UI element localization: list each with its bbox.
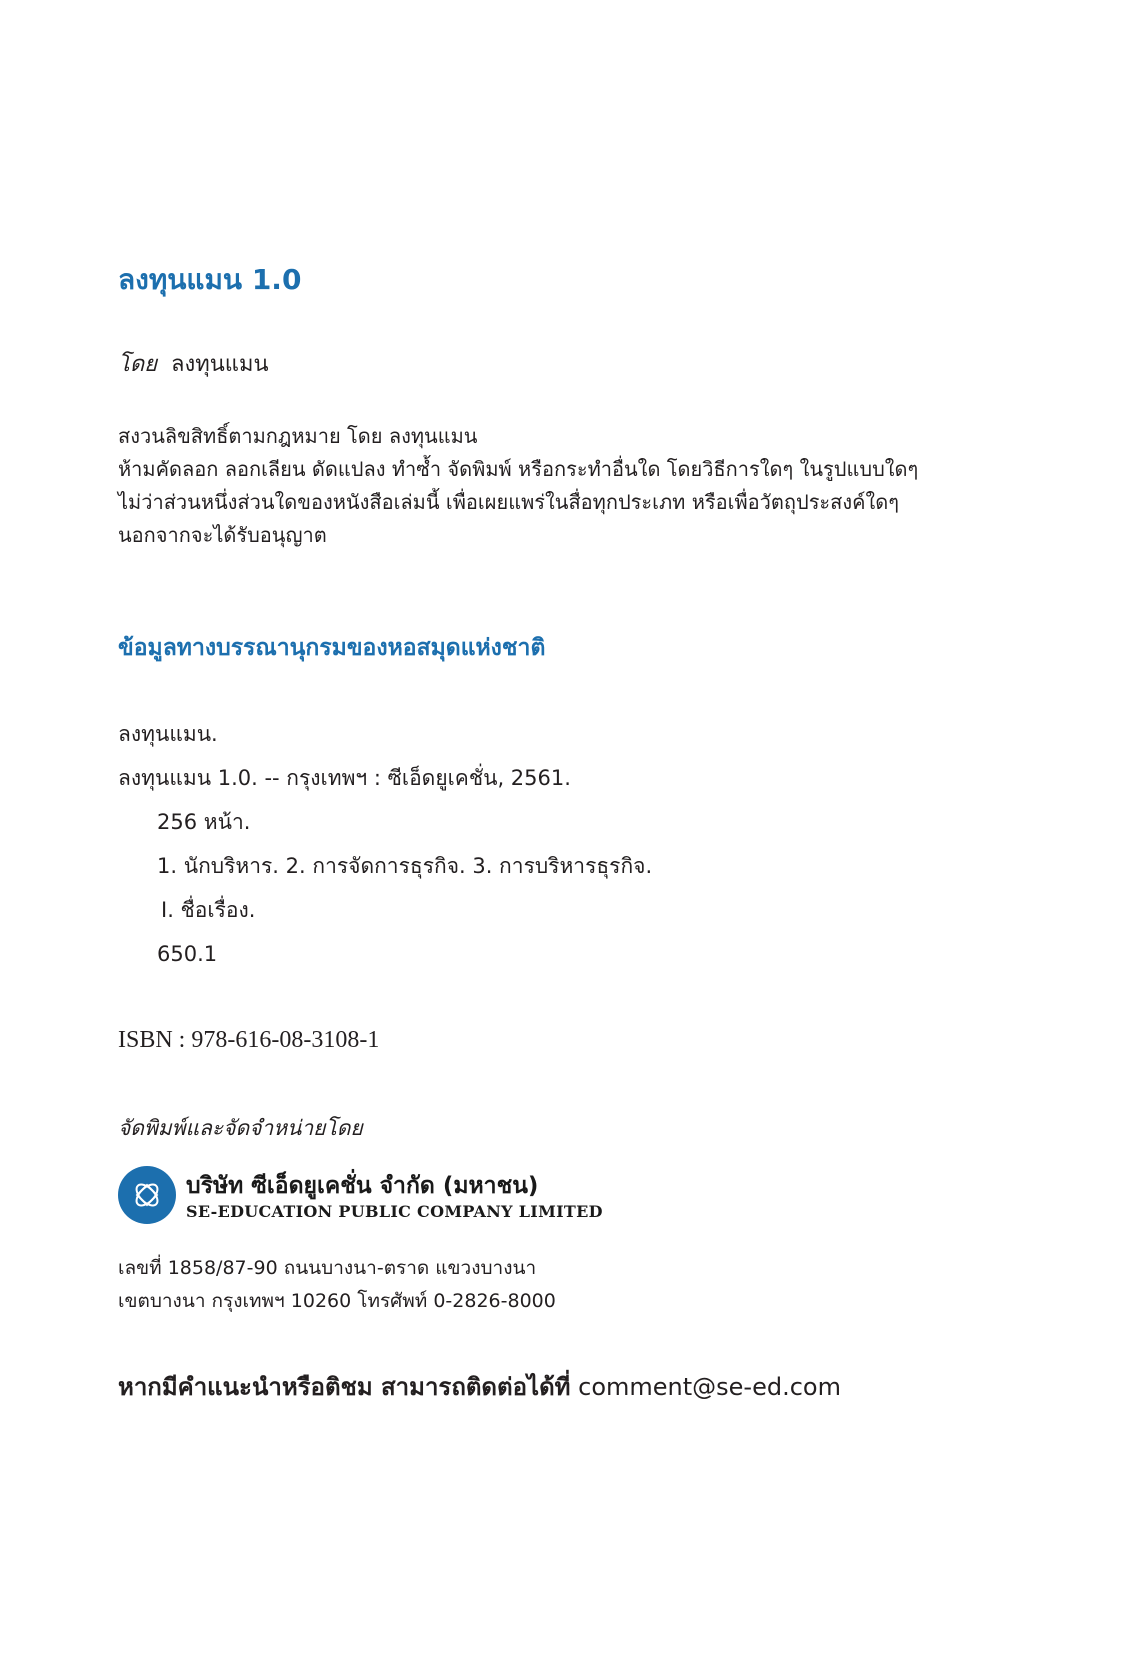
company-name-thai: บริษัท ซีเอ็ดยูเคชั่น จำกัด (มหาชน) xyxy=(186,1173,539,1199)
author-line xyxy=(118,346,269,381)
by-label: โดย xyxy=(118,352,157,377)
copyright-line: สงวนลิขสิทธิ์ตามกฎหมาย โดย ลงทุนแมน xyxy=(118,424,478,448)
copyright-notice xyxy=(118,420,918,552)
se-ed-logo-icon xyxy=(118,1166,176,1224)
cip-heading: ข้อมูลทางบรรณานุกรมของหอสมุดแห่งชาติ xyxy=(118,635,546,661)
cip-title-entry: I. ชื่อเรื่อง. xyxy=(161,898,256,922)
contact-email: comment@se-ed.com xyxy=(578,1373,841,1401)
company-name-english: SE-EDUCATION PUBLIC COMPANY LIMITED xyxy=(186,1202,603,1221)
address-line: เขตบางนา กรุงเทพฯ 10260 โทรศัพท์ 0-2826-8000 xyxy=(118,1290,556,1312)
copyright-line: ไม่ว่าส่วนหนึ่งส่วนใดของหนังสือเล่มนี้ เพื่อเผยแพร่ในสื่อทุกประเภท หรือเพื่อวัตถุประสงค์ใดๆ xyxy=(118,490,900,514)
publisher-address xyxy=(118,1252,556,1318)
cip-pages: 256 หน้า. xyxy=(157,810,251,834)
contact-text: หากมีคำแนะนำหรือติชม สามารถติดต่อได้ที่ xyxy=(118,1373,571,1401)
author-name: ลงทุนแมน xyxy=(171,352,269,377)
cip-subjects: 1. นักบริหาร. 2. การจัดการธุรกิจ. 3. การบริหารธุรกิจ. xyxy=(157,854,653,878)
contact-line xyxy=(118,1367,841,1406)
copyright-line: ห้ามคัดลอก ลอกเลียน ดัดแปลง ทำซ้ำ จัดพิมพ์ หรือกระทำอื่นใด โดยวิธีการใดๆ ในรูปแบบใดๆ xyxy=(118,457,919,481)
address-line: เลขที่ 1858/87-90 ถนนบางนา-ตราด แขวงบางนา xyxy=(118,1257,537,1279)
cip-author: ลงทุนแมน. xyxy=(118,722,218,746)
cip-title-line: ลงทุนแมน 1.0. -- กรุงเทพฯ : ซีเอ็ดยูเคชั่น, 2561. xyxy=(118,766,571,790)
book-title: ลงทุนแมน 1.0 xyxy=(118,263,302,296)
publisher-label: จัดพิมพ์และจัดจำหน่ายโดย xyxy=(118,1116,363,1140)
cip-classification: 650.1 xyxy=(157,942,218,966)
copyright-line: นอกจากจะได้รับอนุญาต xyxy=(118,523,327,547)
isbn: ISBN : 978-616-08-3108-1 xyxy=(118,1027,380,1053)
